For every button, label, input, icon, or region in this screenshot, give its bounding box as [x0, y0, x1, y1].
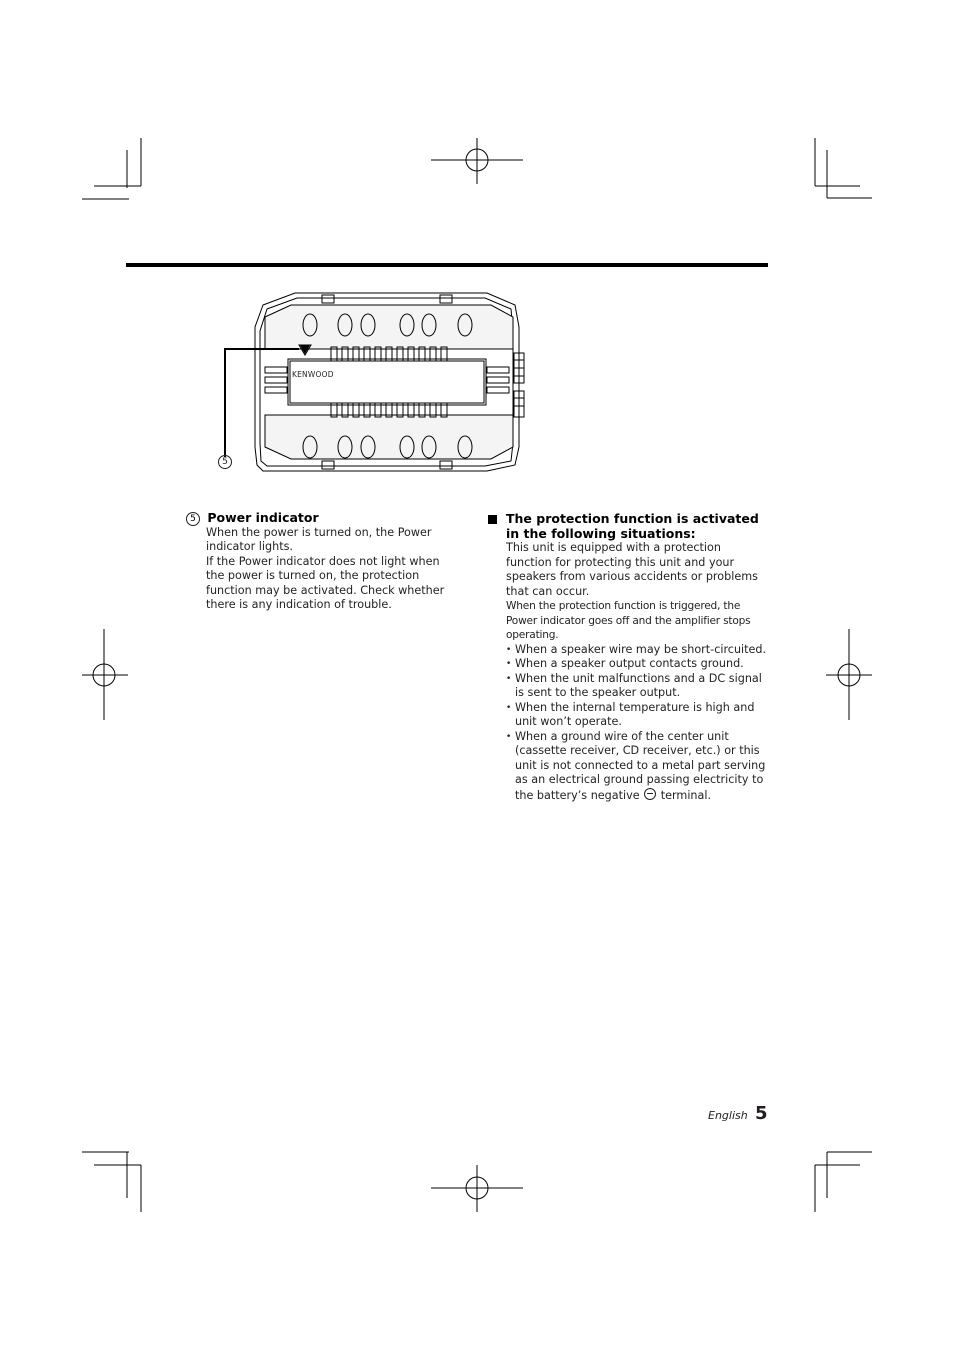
paragraph: When the power is turned on, the Power indicator lights. [206, 525, 432, 553]
list-item: • When the unit malfunctions and a DC signal is sent to the speaker output. [506, 672, 769, 701]
power-indicator-section [186, 510, 456, 613]
page-number: 5 [755, 1103, 768, 1124]
list-item: • When the internal temperature is high and unit won’t operate. [506, 701, 769, 730]
amplifier-diagram [215, 287, 535, 477]
diagram-brand-label: KENWOOD [292, 370, 334, 379]
diagram-callout [218, 455, 232, 469]
list-item-text: When a ground wire of the center unit (cassette receiver, CD receiver, etc.) or this unit is not connected to a metal part serving as an electrical ground passing electricity to the battery’s negative [515, 729, 766, 802]
callout-number: 5 [218, 455, 232, 469]
item-number: 5 [186, 512, 200, 526]
protection-body [487, 541, 769, 803]
list-item-text-end: terminal. [660, 788, 712, 802]
situation-list [506, 643, 769, 804]
triggered-paragraph: When the protection function is triggered, the Power indicator goes off and the amplifier stops operating. [506, 600, 751, 641]
protection-heading: The protection function is activated in the following situations: [506, 511, 759, 541]
paragraph: If the Power indicator does not light when the power is turned on, the protection function may be activated. Check whether there is any indication of trouble. [206, 554, 445, 611]
list-item [506, 730, 769, 804]
power-indicator-heading [186, 510, 456, 526]
intro-paragraph: This unit is equipped with a protection function for protecting this unit and your speakers from various accidents or problems that can occur. [506, 541, 758, 598]
negative-terminal-icon [644, 788, 656, 800]
footer-language: English [708, 1109, 748, 1122]
power-indicator-body [186, 526, 456, 613]
heading-text: Power indicator [207, 510, 319, 525]
list-item: • When a speaker wire may be short-circuited. [506, 643, 769, 658]
list-item: • When a speaker output contacts ground. [506, 657, 769, 672]
protection-section [487, 511, 769, 803]
header-rule [126, 263, 768, 267]
